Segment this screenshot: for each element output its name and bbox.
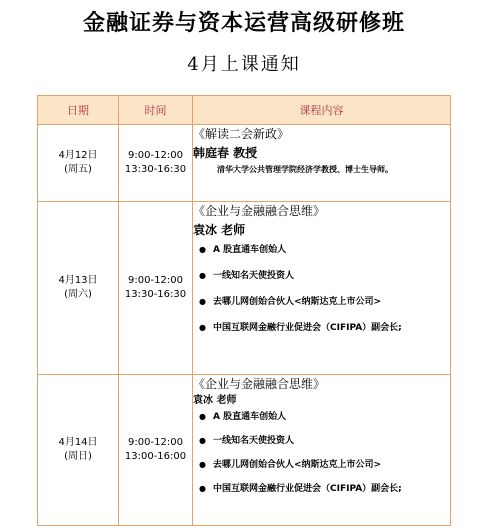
lecturer-name: 韩庭春 教授	[193, 146, 258, 160]
course-title: 《企业与金融融合思维》	[193, 377, 326, 391]
bullet-icon: ●	[199, 271, 206, 280]
date-cell	[38, 375, 119, 526]
content-cell	[193, 125, 451, 202]
table-row	[38, 375, 451, 526]
bullet-icon: ●	[199, 297, 206, 306]
lecturer-description: 清华大学公共管理学院经济学教授、博士生导师。	[217, 165, 393, 174]
time-afternoon: 13:30-16:30	[124, 164, 187, 175]
lecturer-credentials-list	[193, 411, 450, 495]
header-date: 日期	[38, 96, 119, 125]
bullet-icon: ●	[199, 245, 206, 254]
time-morning: 9:00-12:00	[128, 437, 183, 448]
time-morning: 9:00-12:00	[128, 275, 183, 286]
content-cell	[193, 202, 451, 375]
date-cell	[38, 125, 119, 202]
date-text: 4月12日	[58, 150, 98, 161]
time-cell	[119, 125, 193, 202]
list-item: ● A 股直通车创始人	[199, 245, 287, 255]
time-afternoon: 13:30-16:30	[124, 289, 187, 300]
bullet-icon: ●	[199, 412, 206, 421]
weekday-text: (周六)	[64, 289, 92, 300]
time-morning: 9:00-12:00	[128, 150, 183, 161]
bullet-icon: ●	[199, 460, 206, 469]
table-row	[38, 125, 451, 202]
bullet-icon: ●	[199, 484, 206, 493]
lecturer-credentials-list	[193, 244, 450, 334]
list-item: ● 一线知名天使投资人	[199, 271, 295, 281]
lecturer-name: 袁冰 老师	[193, 395, 237, 406]
date-cell	[38, 202, 119, 375]
time-cell	[119, 202, 193, 375]
course-title: 《企业与金融融合思维》	[193, 204, 326, 218]
list-item: ● 去哪儿网创始合伙人<纳斯达克上市公司>	[199, 297, 382, 307]
weekday-text: (周日)	[64, 451, 92, 462]
time-afternoon: 13:00-16:00	[124, 451, 187, 462]
weekday-text: (周五)	[64, 164, 92, 175]
course-title: 《解读二会新政》	[193, 127, 290, 141]
date-text: 4月13日	[58, 275, 98, 286]
table-row	[38, 202, 451, 375]
list-item: ● 中国互联网金融行业促进会（CIFIPA）副会长;	[199, 484, 402, 494]
time-cell	[119, 375, 193, 526]
list-item: ● 一线知名天使投资人	[199, 436, 295, 446]
document-title: 金融证券与资本运营高级研修班	[82, 11, 405, 36]
header-time: 时间	[119, 96, 193, 125]
list-item: ● 中国互联网金融行业促进会（CIFIPA）副会长;	[199, 323, 402, 333]
document-subtitle: 4月上课通知	[187, 54, 301, 75]
lecturer-name: 袁冰 老师	[193, 223, 246, 237]
bullet-icon: ●	[199, 323, 206, 332]
header-content: 课程内容	[193, 96, 451, 125]
list-item: ● 去哪儿网创始合伙人<纳斯达克上市公司>	[199, 460, 382, 470]
schedule-table	[37, 95, 451, 526]
content-cell	[193, 375, 451, 526]
date-text: 4月14日	[58, 437, 98, 448]
list-item: ● A 股直通车创始人	[199, 412, 287, 422]
table-header-row	[38, 96, 451, 125]
bullet-icon: ●	[199, 436, 206, 445]
